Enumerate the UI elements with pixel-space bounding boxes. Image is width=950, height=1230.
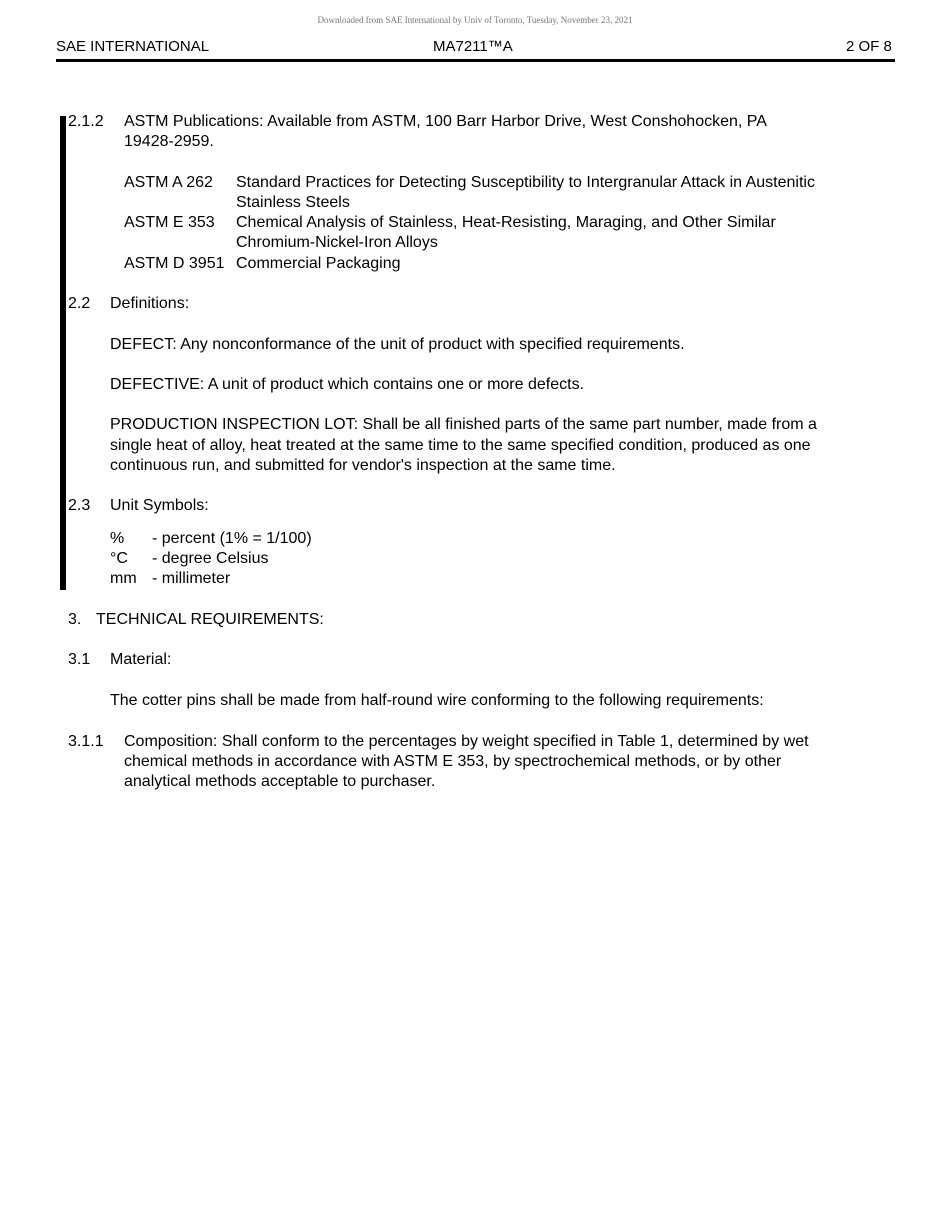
section-2-1-2-text-line1: ASTM Publications: Available from ASTM, 100 Barr Harbor Drive, West Conshohocken, PA bbox=[124, 113, 767, 130]
reference-title-line1: Commercial Packaging bbox=[236, 255, 401, 272]
header-page-number: 2 OF 8 bbox=[846, 38, 892, 55]
section-3-1-1-line3: analytical methods acceptable to purchaser. bbox=[124, 773, 436, 790]
reference-title-line2: Chromium-Nickel-Iron Alloys bbox=[236, 234, 438, 251]
reference-code: ASTM A 262 bbox=[124, 174, 213, 191]
definition-defective: DEFECTIVE: A unit of product which contains one or more defects. bbox=[110, 376, 585, 393]
header-rule bbox=[56, 59, 895, 62]
reference-title-line1: Chemical Analysis of Stainless, Heat-Resisting, Maraging, and Other Similar bbox=[236, 214, 776, 231]
unit-description: - millimeter bbox=[152, 570, 231, 587]
section-number-2-2: 2.2 bbox=[68, 295, 91, 312]
section-3-1-text: The cotter pins shall be made from half-round wire conforming to the following requirements: bbox=[110, 692, 764, 709]
section-2-1-2-text-line2: 19428-2959. bbox=[124, 133, 214, 150]
unit-description: - percent (1% = 1/100) bbox=[152, 530, 312, 547]
definition-lot-line3: continuous run, and submitted for vendor's inspection at the same time. bbox=[110, 457, 616, 474]
header-org: SAE INTERNATIONAL bbox=[56, 38, 210, 55]
unit-symbol: °C bbox=[110, 550, 128, 567]
reference-code: ASTM D 3951 bbox=[124, 255, 225, 272]
unit-symbol: mm bbox=[110, 570, 137, 587]
section-number-2-1-2: 2.1.2 bbox=[68, 113, 104, 130]
section-number-3: 3. bbox=[68, 611, 82, 628]
revision-bar bbox=[60, 116, 66, 590]
header-doc-number: MA7211™A bbox=[433, 38, 513, 55]
section-number-3-1-1: 3.1.1 bbox=[68, 733, 104, 750]
unit-symbol: % bbox=[110, 530, 125, 547]
section-number-3-1: 3.1 bbox=[68, 651, 91, 668]
section-3-1-1-line1: Composition: Shall conform to the percentages by weight specified in Table 1, determined by wet bbox=[124, 733, 809, 750]
section-3-1-1-line2: chemical methods in accordance with ASTM E 353, by spectrochemical methods, or by other bbox=[124, 753, 782, 770]
reference-code: ASTM E 353 bbox=[124, 214, 215, 231]
download-notice: Downloaded from SAE International by Univ of Toronto, Tuesday, November 23, 2021 bbox=[317, 15, 633, 25]
reference-title-line2: Stainless Steels bbox=[236, 194, 350, 211]
section-3-title: TECHNICAL REQUIREMENTS: bbox=[96, 611, 324, 628]
definition-lot-line1: PRODUCTION INSPECTION LOT: Shall be all finished parts of the same part number, made from a bbox=[110, 416, 817, 433]
definition-defect: DEFECT: Any nonconformance of the unit of product with specified requirements. bbox=[110, 336, 685, 353]
section-3-1-title: Material: bbox=[110, 651, 172, 668]
reference-title-line1: Standard Practices for Detecting Susceptibility to Intergranular Attack in Austenitic bbox=[236, 174, 815, 191]
definition-lot-line2: single heat of alloy, heat treated at the same time to the same specified condition, produced as one bbox=[110, 437, 811, 454]
unit-description: - degree Celsius bbox=[152, 550, 269, 567]
section-number-2-3: 2.3 bbox=[68, 497, 91, 514]
section-2-3-title: Unit Symbols: bbox=[110, 497, 209, 514]
section-2-2-title: Definitions: bbox=[110, 295, 190, 312]
